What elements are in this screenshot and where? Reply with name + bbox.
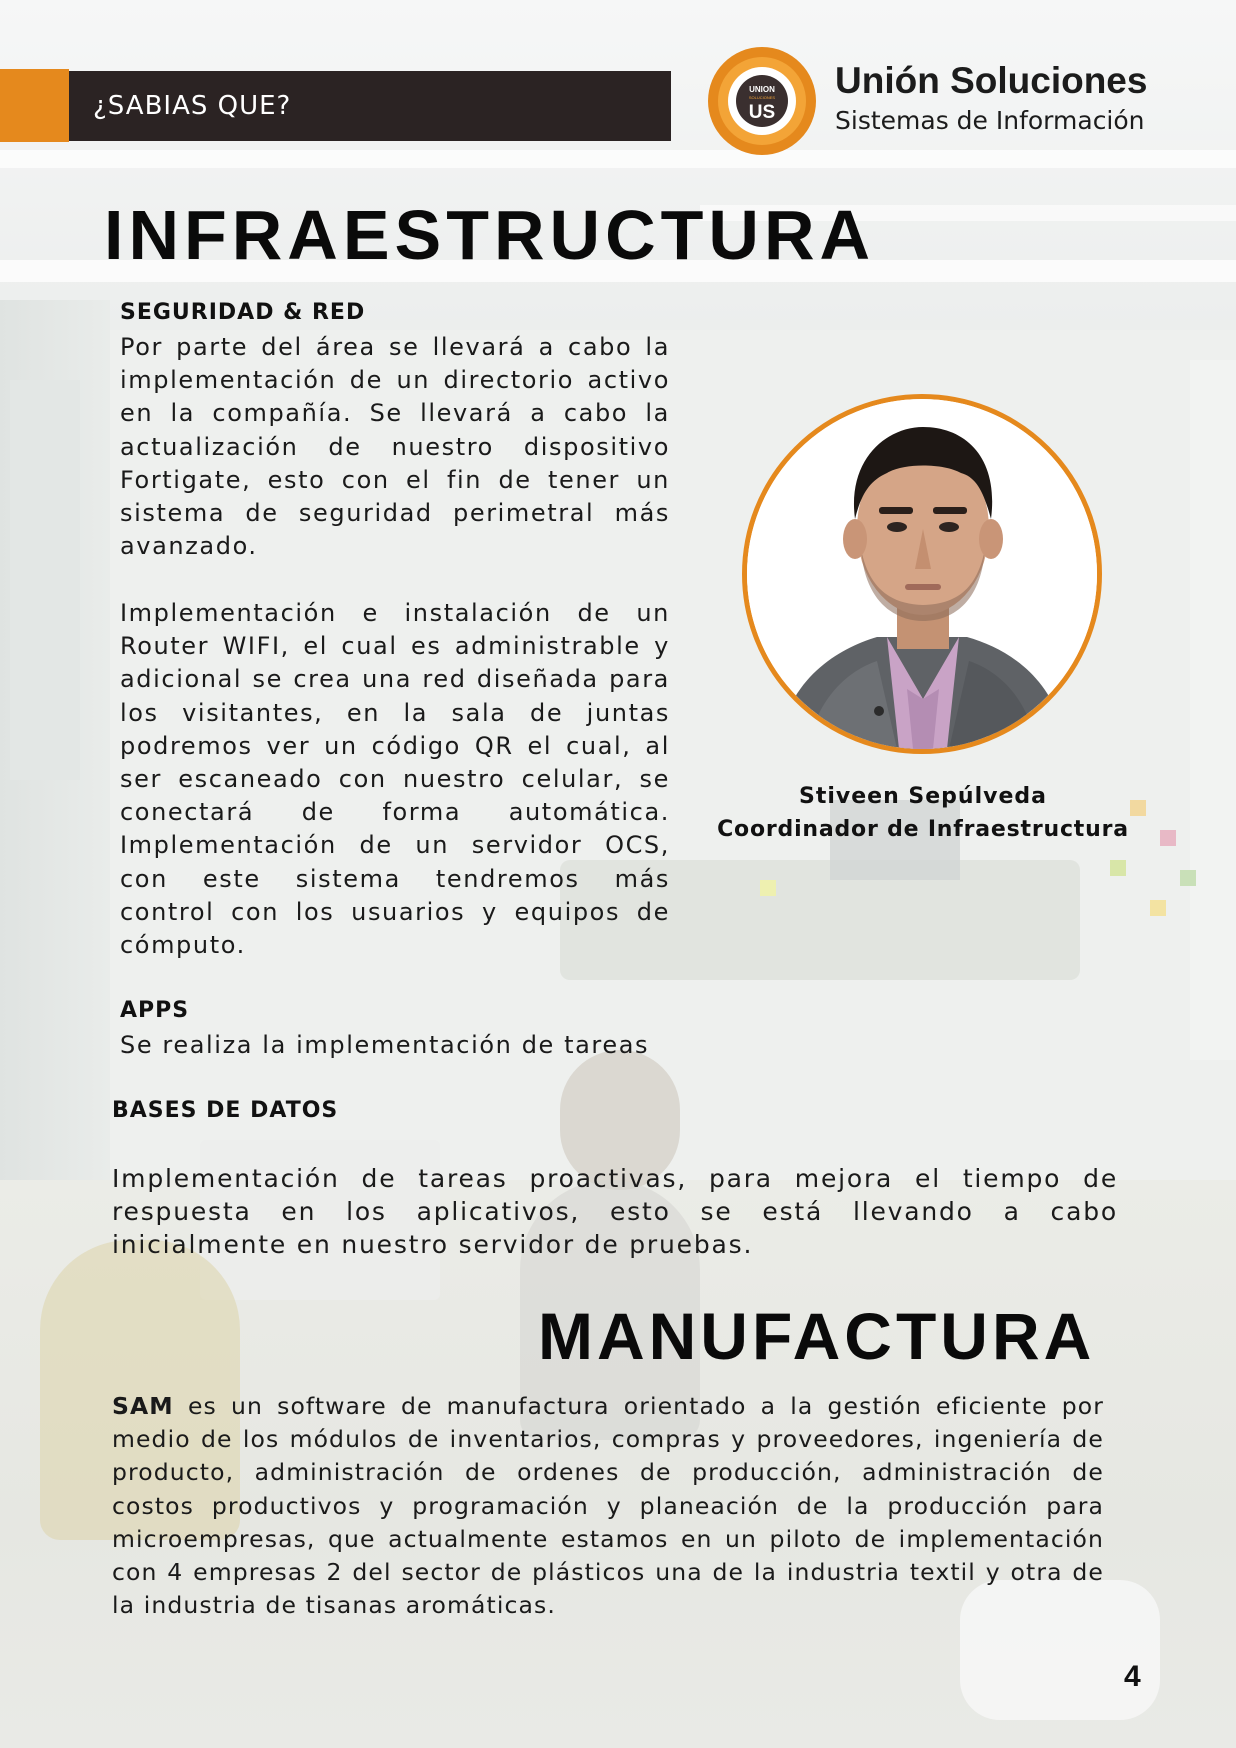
paragraph-seguridad-2: Implementación e instalación de un Router WIFI, el cual es administrable y adicional se crea una red diseñada para los visitantes, en la sala de juntas podremos ver un código QR el cual, al ser escaneado con nuestro celular, se conectará de forma automática. Implementación de un servidor OCS, con este sistema tendremos más control con los usuarios y equipos de cómputo.: [120, 599, 670, 960]
brand-tagline: Sistemas de Información: [835, 106, 1145, 135]
section-banner: [69, 71, 671, 141]
section-title-manufactura: MANUFACTURA: [538, 1299, 1096, 1373]
page-number: 4: [1124, 1660, 1141, 1693]
paragraph-seguridad-1: Por parte del área se llevará a cabo la implementación de un directorio activo en la compañía. Se llevará a cabo la actualización de nuestro dispositivo Fortigate, esto con el fin de tener un sistema de seguridad perimetral más avanzado.: [120, 333, 670, 561]
manufactura-description: es un software de manufactura orientado a la gestión eficiente por medio de los módulos de inventarios, compras y proveedores, ingeniería de producto, administración de ordenes de producción, administración de costos productivos y programación y planeación de la producción para microempresas, que actualmente estamos en un piloto de implementación con 4 empresas 2 del sector de plásticos una de la industria textil y otra de la industria de tisanas aromáticas.: [112, 1392, 1104, 1620]
logo-monogram-icon: [736, 75, 788, 127]
heading-apps: APPS: [120, 998, 190, 1023]
logo-emblem: [708, 47, 816, 155]
profile-photo: [742, 394, 1102, 754]
section-title-infraestructura: INFRAESTRUCTURA: [104, 196, 876, 274]
heading-bases-de-datos: BASES DE DATOS: [112, 1098, 339, 1123]
profile-role: Coordinador de Infraestructura: [717, 817, 1129, 842]
heading-seguridad-red: SEGURIDAD & RED: [120, 300, 366, 325]
sam-product-name: SAM: [112, 1392, 174, 1420]
brand-logo: [672, 44, 1236, 144]
svg-text:US: US: [748, 102, 776, 123]
paragraph-bases-de-datos: Implementación de tareas proactivas, para mejora el tiempo de respuesta en los aplicativos, esto se está llevando a cabo inicialmente en nuestro servidor de pruebas.: [112, 1164, 1118, 1260]
svg-text:SOLUCIONES: SOLUCIONES: [748, 95, 776, 100]
svg-text:UNION: UNION: [749, 85, 775, 94]
brand-name: Unión Soluciones: [835, 60, 1148, 101]
section-label: ¿SABIAS QUE?: [93, 91, 292, 121]
paragraph-apps: Se realiza la implementación de tareas: [120, 1031, 650, 1059]
paragraph-manufactura: [112, 1390, 1104, 1622]
header-accent-tab: [0, 69, 69, 142]
profile-name: Stiveen Sepúlveda: [799, 784, 1047, 809]
person-portrait-icon: [747, 399, 1097, 749]
